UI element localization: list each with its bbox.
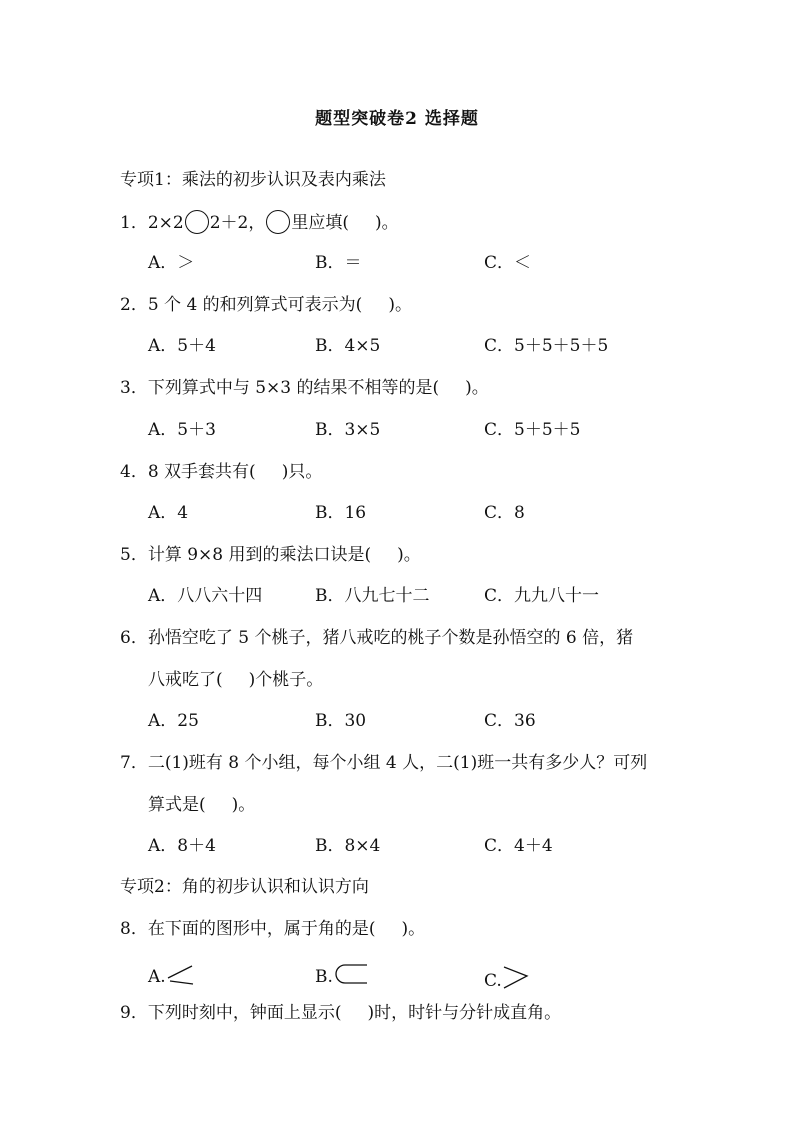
option-c: C．＜ xyxy=(484,253,532,273)
stem-part: )只。 xyxy=(281,462,323,482)
option-a: A．5＋3 xyxy=(148,420,216,440)
option-b: B．4×5 xyxy=(315,336,381,356)
option-a: A．4 xyxy=(148,503,189,523)
option-label: A. xyxy=(148,967,166,987)
option-c: C．九九八十一 xyxy=(484,586,600,606)
question-number: 7． xyxy=(120,753,148,773)
stem-part: 孙悟空吃了 5 个桃子，猪八戒吃的桃子个数是孙悟空的 6 倍，猪 xyxy=(147,628,634,648)
stem-part: 计算 9×8 用到的乘法口诀是( xyxy=(147,545,372,565)
page-title: 题型突破卷2 选择题 xyxy=(315,109,479,129)
option-a: A．25 xyxy=(148,711,199,731)
option-b: B．30 xyxy=(315,711,367,731)
option-c xyxy=(484,962,532,993)
comparison-circle-icon xyxy=(185,210,209,234)
question-number: 6． xyxy=(120,628,148,648)
stem-part: 8 双手套共有( xyxy=(147,462,256,482)
option-c: C．5＋5＋5＋5 xyxy=(484,336,609,356)
option-label: B. xyxy=(315,967,333,987)
stem-part: 算式是( xyxy=(148,795,206,815)
comparison-circle-icon xyxy=(266,210,290,234)
option-c: C．4＋4 xyxy=(484,836,553,856)
curved-figure-icon xyxy=(333,962,369,988)
stem-part: 2＋2， xyxy=(209,213,266,233)
question-3 xyxy=(120,376,489,400)
question-number: 3． xyxy=(120,378,148,398)
question-9 xyxy=(120,1001,561,1025)
question-4 xyxy=(120,460,322,484)
stem-part: )。 xyxy=(375,213,399,233)
stem-part: )。 xyxy=(465,378,489,398)
question-number: 4． xyxy=(120,462,148,482)
question-number: 2． xyxy=(120,295,148,315)
option-c: C．36 xyxy=(484,711,536,731)
stem-part: 2×2 xyxy=(147,213,184,233)
question-7-continued xyxy=(148,793,255,817)
angle-figure-icon xyxy=(502,962,532,992)
question-8 xyxy=(120,917,425,941)
option-b xyxy=(315,962,369,989)
stem-part: 下列时刻中，钟面上显示( xyxy=(147,1003,342,1023)
option-b: B．3×5 xyxy=(315,420,381,440)
option-b: B．＝ xyxy=(315,253,362,273)
option-a xyxy=(148,962,196,989)
question-number: 5． xyxy=(120,545,148,565)
option-a: A．5＋4 xyxy=(148,336,216,356)
stem-part: )时，时针与分针成直角。 xyxy=(367,1003,562,1023)
section-heading-1: 专项1：乘法的初步认识及表内乘法 xyxy=(120,170,386,190)
stem-part: 5 个 4 的和列算式可表示为( xyxy=(147,295,363,315)
stem-part: )。 xyxy=(397,545,421,565)
question-number: 8． xyxy=(120,919,148,939)
option-b: B．16 xyxy=(315,503,367,523)
option-b: B．八九七十二 xyxy=(315,586,430,606)
option-c: C．8 xyxy=(484,503,525,523)
section-heading-2: 专项2：角的初步认识和认识方向 xyxy=(120,877,369,897)
question-6-continued xyxy=(148,668,323,692)
stem-part: 八戒吃了( xyxy=(148,670,223,690)
question-1 xyxy=(120,210,399,235)
option-label: C. xyxy=(484,971,502,991)
option-b: B．8×4 xyxy=(315,836,381,856)
stem-part: 二(1)班有 8 个小组，每个小组 4 人，二(1)班一共有多少人？可列 xyxy=(147,753,648,773)
stem-part: )。 xyxy=(388,295,412,315)
option-c: C．5＋5＋5 xyxy=(484,420,581,440)
stem-part: )个桃子。 xyxy=(248,670,324,690)
stem-part: )。 xyxy=(401,919,426,939)
option-a: A．8＋4 xyxy=(148,836,216,856)
stem-part: 里应填( xyxy=(291,213,349,233)
option-a: A．＞ xyxy=(148,253,195,273)
stem-part: )。 xyxy=(231,795,256,815)
stem-part: 下列算式中与 5×3 的结果不相等的是( xyxy=(147,378,440,398)
broken-lines-figure-icon xyxy=(166,962,196,988)
question-5 xyxy=(120,543,421,567)
option-a: A．八八六十四 xyxy=(148,586,263,606)
question-6 xyxy=(120,626,633,650)
question-number: 9． xyxy=(120,1003,148,1023)
question-7 xyxy=(120,751,647,775)
question-2 xyxy=(120,293,412,317)
question-number: 1． xyxy=(120,213,148,233)
stem-part: 在下面的图形中，属于角的是( xyxy=(147,919,376,939)
